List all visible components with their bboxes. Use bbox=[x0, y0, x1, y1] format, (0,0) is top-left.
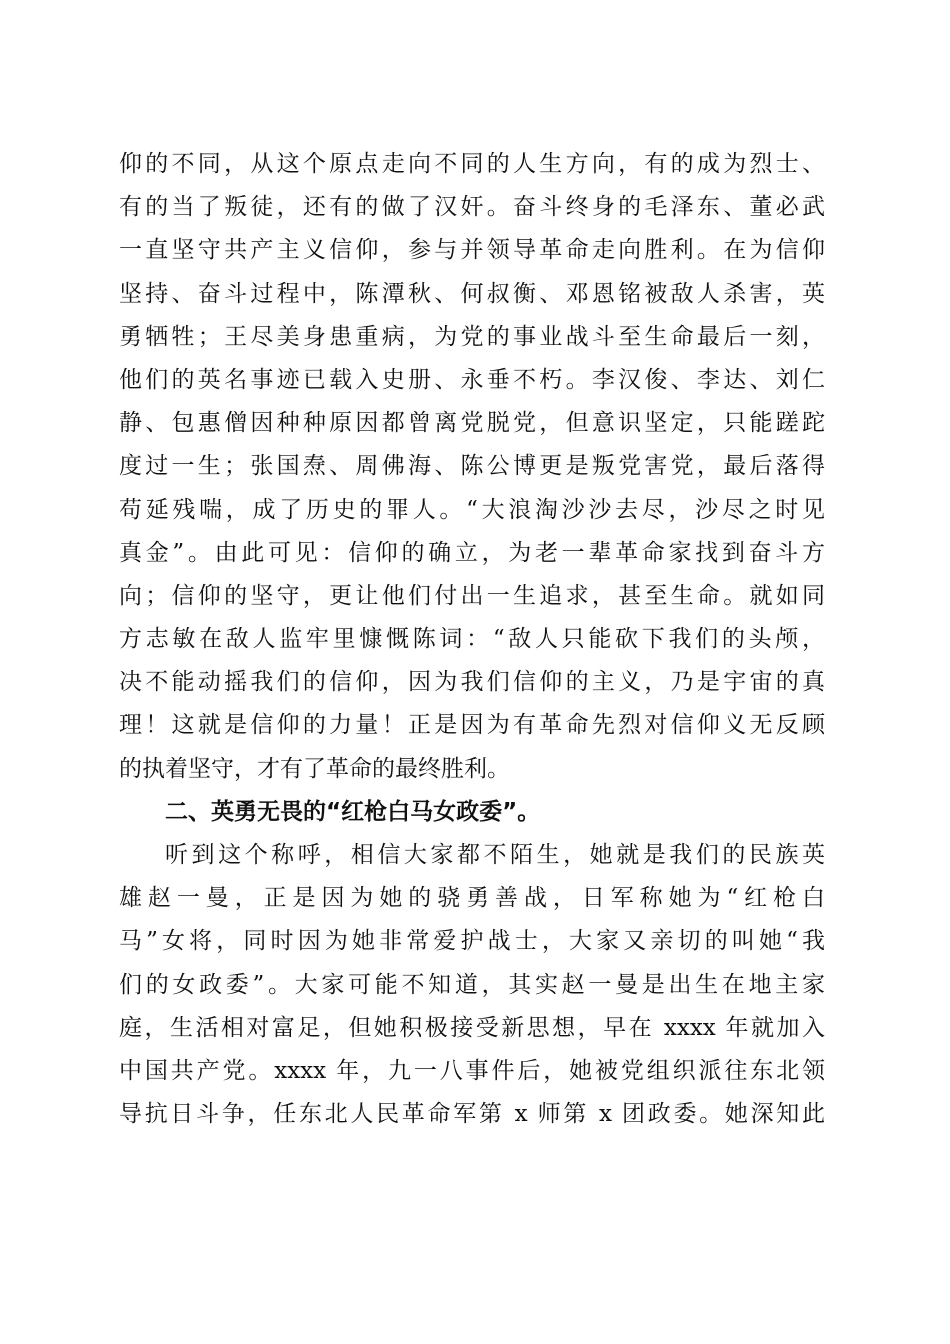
text-line: 方志敏在敌人监牢里慷慨陈词：“敌人只能砍下我们的头颅， bbox=[119, 626, 825, 653]
text-line: 理！这就是信仰的力量！正是因为有革命先烈对信仰义无反顾 bbox=[119, 712, 825, 739]
text-line: 们的女政委”。大家可能不知道，其实赵一曼是出生在地主家 bbox=[119, 971, 825, 998]
text-line: 他们的英名事迹已载入史册、永垂不朽。李汉俊、李达、刘仁 bbox=[119, 366, 825, 393]
text-line: 静、包惠僧因种种原因都曾离党脱党，但意识坚定，只能蹉跎 bbox=[119, 410, 825, 437]
text-line: 的执着坚守，才有了革命的最终胜利。 bbox=[119, 755, 510, 782]
text-line: 勇牺牲；王尽美身患重病，为党的事业战斗至生命最后一刻， bbox=[119, 323, 825, 350]
text-line: 向；信仰的坚守，更让他们付出一生追求，甚至生命。就如同 bbox=[119, 582, 825, 609]
text-line: 马”女将，同时因为她非常爱护战士，大家又亲切的叫她“我 bbox=[119, 928, 825, 955]
text-line: 决不能动摇我们的信仰，因为我们信仰的主义，乃是宇宙的真 bbox=[119, 669, 825, 696]
paragraph-1 bbox=[119, 143, 825, 791]
text-line: 听到这个称呼，相信大家都不陌生，她就是我们的民族英 bbox=[165, 842, 825, 868]
text-line: 雄赵一曼，正是因为她的骁勇善战，日军称她为“红枪白 bbox=[119, 885, 825, 912]
text-line: 苟延残喘，成了历史的罪人。“大浪淘沙沙去尽，沙尽之时见 bbox=[119, 496, 825, 523]
paragraph-2 bbox=[119, 834, 825, 1136]
text-line: 有的当了叛徒，还有的做了汉奸。奋斗终身的毛泽东、董必武 bbox=[119, 194, 825, 221]
text-line: 庭，生活相对富足，但她积极接受新思想，早在 xxxx 年就加入 bbox=[119, 1014, 825, 1041]
text-line: 度过一生；张国焘、周佛海、陈公博更是叛党害党，最后落得 bbox=[119, 453, 825, 480]
text-line: 真金”。由此可见：信仰的确立，为老一辈革命家找到奋斗方 bbox=[119, 539, 825, 566]
section-heading: 二、英勇无畏的“红枪白马女政委”。 bbox=[165, 798, 541, 825]
text-line: 导抗日斗争，任东北人民革命军第 x 师第 x 团政委。她深知此 bbox=[119, 1101, 825, 1128]
text-line: 一直坚守共产主义信仰，参与并领导革命走向胜利。在为信仰 bbox=[119, 237, 825, 264]
document-body bbox=[119, 143, 825, 1136]
text-line: 坚持、奋斗过程中，陈潭秋、何叔衡、邓恩铭被敌人杀害，英 bbox=[119, 280, 825, 307]
text-line: 中国共产党。xxxx 年，九一八事件后，她被党组织派往东北领 bbox=[119, 1057, 825, 1084]
text-line: 仰的不同，从这个原点走向不同的人生方向，有的成为烈士、 bbox=[119, 151, 825, 177]
